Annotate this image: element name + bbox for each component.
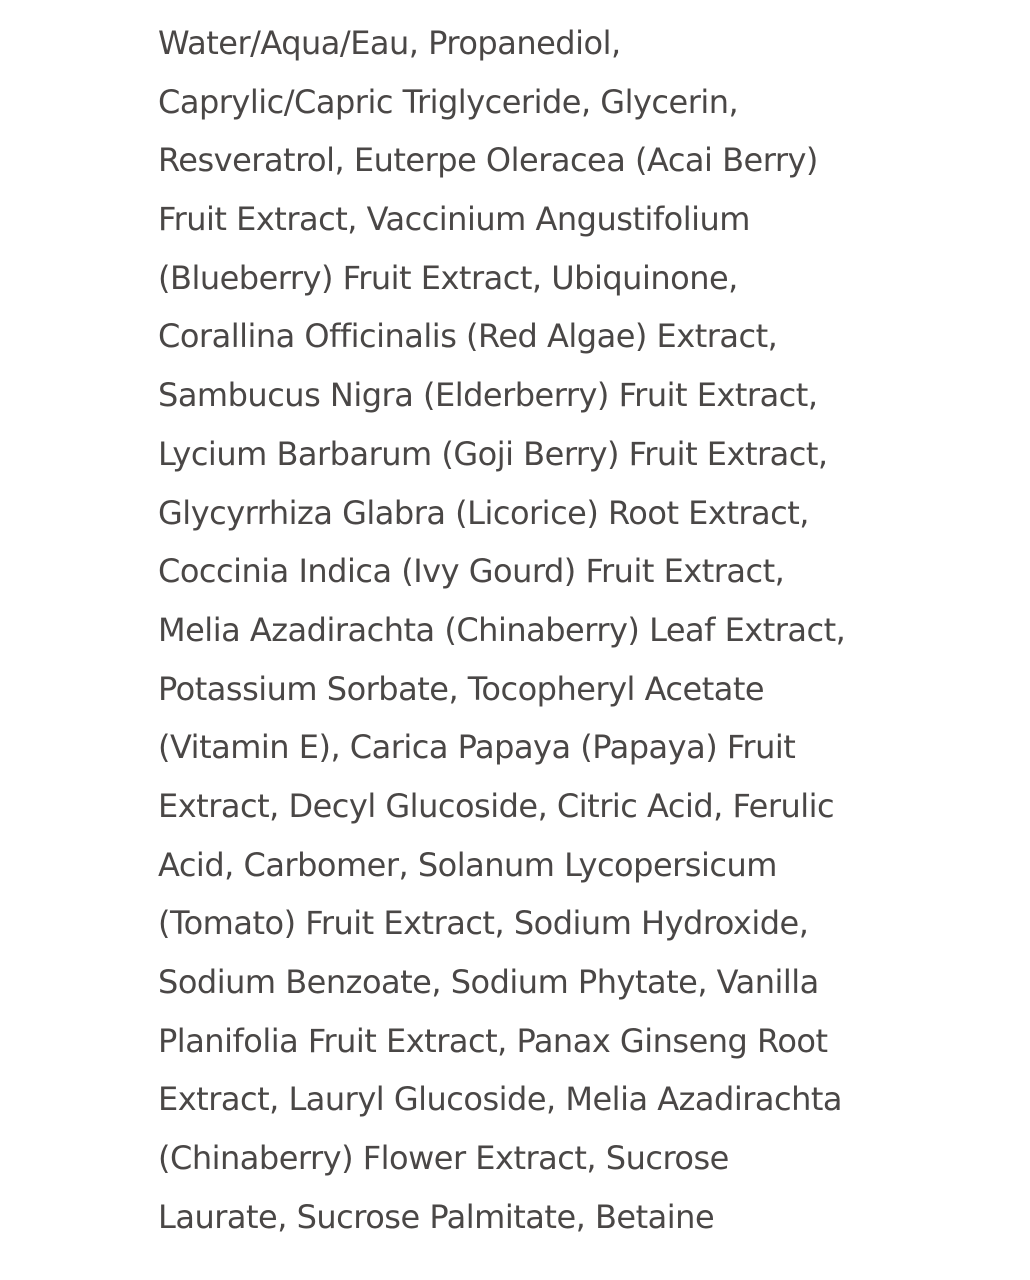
ingredient-line-17: Sodium Benzoate, Sodium Phytate, Vanilla [158, 963, 819, 1001]
ingredient-line-15: Acid, Carbomer, Solanum Lycopersicum [158, 845, 777, 884]
ingredient-line-12: Potassium Sorbate, Tocopheryl Acetate [158, 669, 765, 708]
ingredient-line-14: Extract, Decyl Glucoside, Citric Acid, Ferulic [158, 786, 835, 825]
ingredient-line-9: Glycyrrhiza Glabra (Licorice) Root Extract, [158, 493, 809, 532]
ingredient-line-5: (Blueberry) Fruit Extract, Ubiquinone, [158, 258, 738, 297]
ingredient-line-19: Extract, Lauryl Glucoside, Melia Azadirachta [158, 1080, 843, 1119]
ingredient-line-2: Caprylic/Capric Triglyceride, Glycerin, [158, 82, 739, 121]
ingredient-line-11: Melia Azadirachta (Chinaberry) Leaf Extract, [158, 610, 846, 649]
ingredient-line-18: Planifolia Fruit Extract, Panax Ginseng Root [158, 1021, 828, 1060]
ingredient-line-8: Lycium Barbarum (Goji Berry) Fruit Extract, [158, 434, 828, 473]
ingredient-line-1: Water/Aqua/Eau, Propanediol, [158, 24, 621, 62]
ingredient-line-21: Laurate, Sucrose Palmitate, Betaine [158, 1197, 715, 1236]
ingredient-line-4: Fruit Extract, Vaccinium Angustifolium [158, 200, 750, 239]
ingredient-line-3: Resveratrol, Euterpe Oleracea (Acai Berry) [158, 141, 818, 180]
ingredient-line-13: (Vitamin E), Carica Papaya (Papaya) Fruit [158, 728, 796, 767]
ingredient-line-16: (Tomato) Fruit Extract, Sodium Hydroxide, [158, 904, 809, 943]
ingredient-line-10: Coccinia Indica (Ivy Gourd) Fruit Extract, [158, 552, 785, 591]
ingredient-line-6: Corallina Officinalis (Red Algae) Extract, [158, 317, 778, 356]
ingredient-line-20: (Chinaberry) Flower Extract, Sucrose [158, 1139, 729, 1178]
ingredient-line-7: Sambucus Nigra (Elderberry) Fruit Extract, [158, 376, 818, 415]
ingredients-list [158, 14, 1018, 1246]
